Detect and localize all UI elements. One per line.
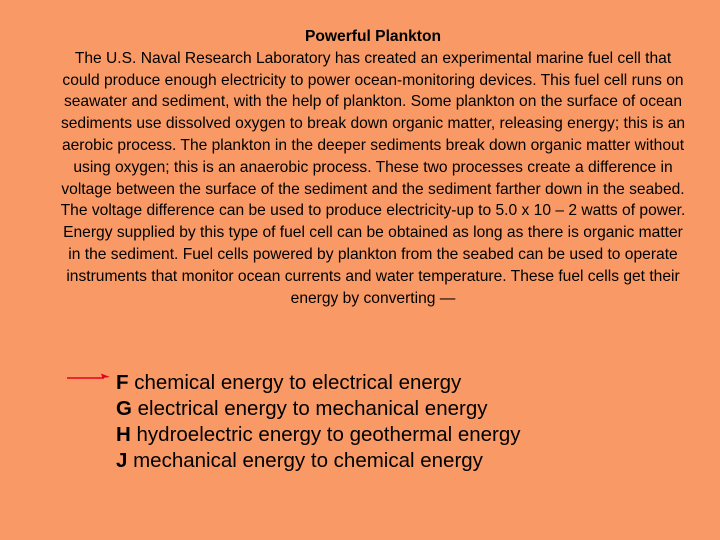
reading-passage: [56, 26, 690, 309]
passage-body: The U.S. Naval Research Laboratory has created an experimental marine fuel cell that could produce enough electricity to power ocean-monitoring devices. This fuel cell runs on seawater and sediment, with the help of plankton. Some plankton on the surface of ocean sediments use dissolved oxygen to break down organic matter, releasing energy; this is an aerobic process. The plankton in the deeper sediments break down organic matter without using oxygen; this is an anaerobic process. These two processes create a difference in voltage between the surface of the sediment and the sediment farther down in the seabed. The voltage difference can be used to produce electricity-up to 5.0 x 10 – 2 watts of power. Energy supplied by this type of fuel cell can be obtained as long as there is organic matter in the sediment. Fuel cells powered by plankton from the seabed can be used to operate instruments that monitor ocean currents and water temperature. These fuel cells get their energy by converting —: [60, 49, 686, 307]
answer-text: hydroelectric energy to geothermal energy: [136, 423, 521, 446]
answer-text: electrical energy to mechanical energy: [137, 397, 488, 420]
passage-title: Powerful Plankton: [304, 28, 442, 45]
answer-option-j[interactable]: [116, 448, 706, 474]
answer-text: mechanical energy to chemical energy: [133, 449, 483, 472]
right-arrow-icon: [66, 371, 110, 383]
answer-text: chemical energy to electrical energy: [134, 371, 462, 394]
answer-option-g[interactable]: [116, 396, 706, 422]
answer-option-h[interactable]: [116, 422, 706, 448]
answer-option-f[interactable]: [116, 370, 706, 396]
answer-letter: H: [116, 423, 131, 446]
answer-letter: F: [116, 371, 129, 394]
answer-letter: J: [116, 449, 128, 472]
answer-choices: [116, 370, 706, 474]
answer-letter: G: [116, 397, 132, 420]
